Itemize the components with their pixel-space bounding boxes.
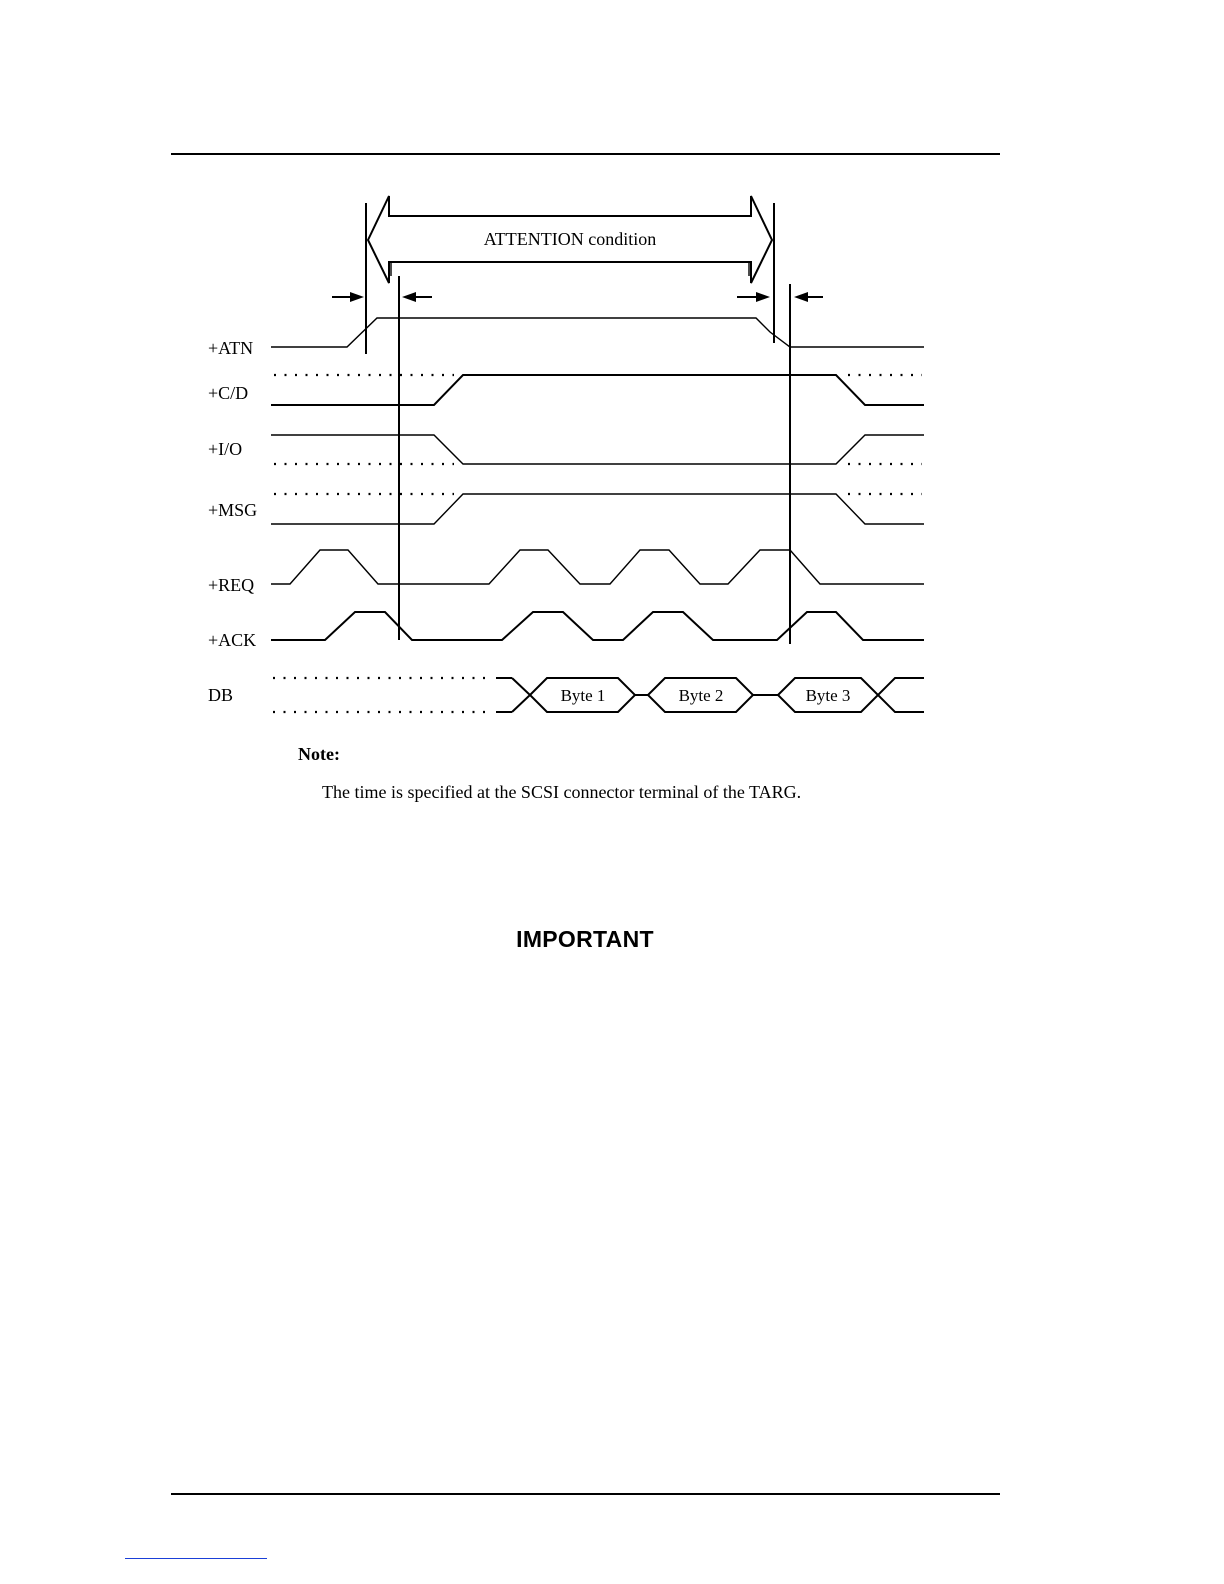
db-byte-2: Byte 2 <box>678 686 724 705</box>
signal-wave-req <box>271 550 924 584</box>
signal-label-cd: +C/D <box>208 383 249 403</box>
bottom-rule <box>171 1493 1000 1495</box>
attention-condition-label: ATTENTION condition <box>483 229 657 249</box>
signal-label-db: DB <box>208 685 234 705</box>
signal-label-msg: +MSG <box>208 500 258 520</box>
signal-label-req: +REQ <box>208 575 255 595</box>
note-title: Note: <box>298 744 340 764</box>
signal-wave-msg <box>271 494 924 524</box>
important-heading: IMPORTANT <box>516 926 654 952</box>
db-byte-3: Byte 3 <box>805 686 851 705</box>
footer-link-underline[interactable] <box>125 1558 267 1559</box>
signal-wave-io <box>271 435 924 464</box>
db-byte-1: Byte 1 <box>560 686 606 705</box>
attention-condition-arrow <box>366 196 774 354</box>
signal-wave-atn <box>271 318 924 347</box>
signal-wave-cd <box>271 375 924 405</box>
note-text: The time is specified at the SCSI connector terminal of the TARG. <box>322 782 802 802</box>
signal-label-atn: +ATN <box>208 338 254 358</box>
signal-wave- ack <box>271 612 924 640</box>
timing-arrows <box>332 292 823 302</box>
signal-label-ack: +ACK <box>208 630 257 650</box>
signal-label-io: +I/O <box>208 439 243 459</box>
